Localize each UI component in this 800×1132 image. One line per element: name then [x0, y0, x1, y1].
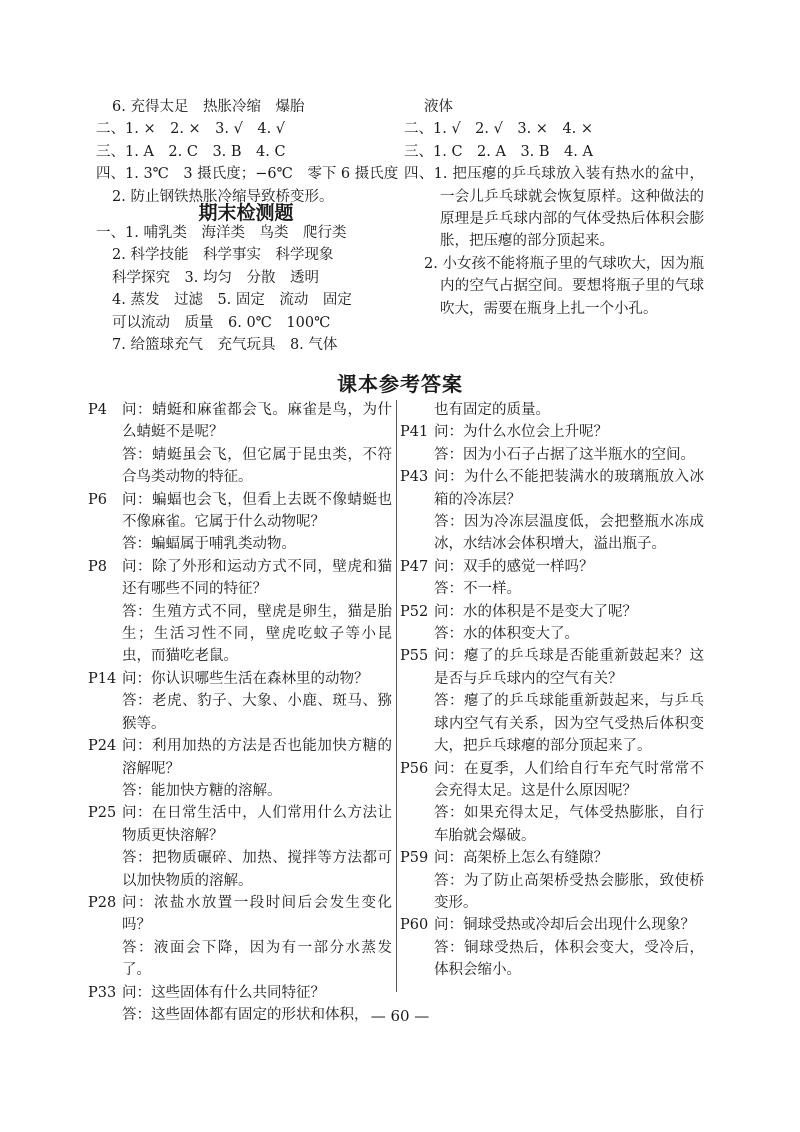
textbook-answers-right [400, 399, 704, 982]
qa-entry [88, 668, 392, 735]
answer: 答：能加快方糖的溶解。 [122, 782, 282, 799]
qa-entry [400, 914, 704, 981]
answer: 答：为了防止高架桥受热会膨胀，致使桥变形。 [434, 872, 704, 911]
answer-line: 四、1. 3℃ 3 摄氏度；−6℃ 零下 6 摄氏度 [96, 166, 399, 183]
page-ref: P28 [88, 894, 117, 911]
question: 问：为什么不能把装满水的玻璃瓶放入冰箱的冷冻层？ [434, 469, 704, 508]
qa-entry [88, 802, 392, 892]
answer-line: 6. 充得太足 热胀冷缩 爆胎 [112, 99, 305, 115]
top-left-answers [96, 96, 399, 208]
column-divider [396, 400, 397, 992]
page-ref: P41 [400, 424, 429, 441]
question: 问：铜球受热或冷却后会出现什么现象？ [434, 917, 695, 934]
exam-answers [96, 222, 396, 356]
answer-line: 2. 科学技能 科学事实 科学现象 [112, 247, 334, 264]
question: 问：这些固体有什么共同特征？ [122, 984, 325, 1001]
page-ref: P60 [400, 917, 429, 934]
answer: 也有固定的质量。 [434, 402, 550, 418]
question: 问：双手的感觉一样吗？ [434, 558, 594, 575]
answer: 答：蜻蜓虽会飞，但它属于昆虫类，不符合鸟类动物的特征。 [122, 446, 392, 486]
page-ref: P33 [88, 984, 117, 1001]
answer-line: 二、1. × 2. × 3. √ 4. √ [96, 121, 286, 138]
qa-entry [400, 847, 704, 914]
page-ref: P24 [88, 738, 117, 755]
question: 问：为什么水位会上升呢？ [434, 424, 608, 441]
answer-paragraph: 四、1. 把压瘪的乒乓球放入装有热水的盆中，一会儿乒乓球就会恢复原样。这种做法的原理是乒乓球内部的气体受热后体积会膨胀，把压瘪的部分顶起来。 [404, 166, 704, 250]
answer-line: 可以流动 质量 6. 0℃ 100℃ [112, 314, 331, 331]
answer: 答：老虎、豹子、大象、小鹿、斑马、猕猴等。 [122, 693, 392, 732]
page-ref: P14 [88, 670, 117, 687]
answer: 答：液面会下降，因为有一部分水蒸发了。 [122, 939, 392, 979]
page-ref: P8 [88, 558, 107, 575]
question: 问：在日常生活中，人们常用什么方法让物质更快溶解？ [122, 805, 392, 844]
answer: 答：瘪了的乒乓球能重新鼓起来，与乒乓球内空气有关系，因为空气受热后体积变大，把乒乓球瘪的部分顶起来了。 [434, 693, 704, 755]
answer-line: 一、1. 哺乳类 海洋类 鸟类 爬行类 [96, 225, 347, 241]
page-ref: P4 [88, 402, 107, 418]
answer-line: 三、1. C 2. A 3. B 4. A [404, 143, 593, 160]
page-ref: P25 [88, 805, 117, 822]
question: 问：除了外形和运动方式不同，壁虎和猫还有哪些不同的特征？ [122, 558, 392, 598]
page-ref: P55 [400, 648, 429, 665]
answer: 答：生殖方式不同，壁虎是卵生，猫是胎生；生活习性不同，壁虎吃蚊子等小昆虫，而猫吃老鼠。 [122, 603, 392, 665]
qa-entry [400, 556, 704, 601]
question: 问：蜻蜓和麻雀都会飞。麻雀是鸟，为什么蜻蜓不是呢？ [122, 402, 392, 441]
textbook-answers-left [88, 399, 392, 1026]
question: 问：水的体积是不是变大了呢？ [434, 603, 637, 620]
question: 问：你认识哪些生活在森林里的动物？ [122, 670, 369, 687]
qa-entry [400, 601, 704, 646]
question: 问：利用加热的方法是否也能加快方糖的溶解呢？ [122, 738, 392, 777]
top-right-answers [404, 96, 704, 320]
qa-entry [400, 645, 704, 757]
answer-line: 科学探究 3. 均匀 分散 透明 [112, 269, 319, 286]
question: 问：浓盐水放置一段时间后会发生变化吗？ [122, 894, 392, 934]
page-ref: P59 [400, 850, 429, 867]
qa-continuation [400, 399, 704, 421]
answer-line: 三、1. A 2. C 3. B 4. C [96, 143, 286, 160]
section-title: 课本参考答案 [337, 372, 463, 396]
page-ref: P43 [400, 469, 429, 486]
answer: 答：蝙蝠属于哺乳类动物。 [122, 536, 296, 553]
answer-line: 2. 防止钢铁热胀冷缩导致桥变形。 [112, 188, 334, 205]
page-ref: P6 [88, 491, 107, 508]
qa-entry [88, 489, 392, 556]
answer: 答：水的体积变大了。 [434, 626, 579, 643]
answer-line: 4. 蒸发 过滤 5. 固定 流动 固定 [112, 292, 352, 309]
answer-line: 液体 [424, 99, 453, 115]
question: 问：瘪了的乒乓球是否能重新鼓起来？这是否与乒乓球内的空气有关？ [434, 648, 704, 687]
question: 问：高架桥上怎么有缝隙？ [434, 850, 608, 867]
page-number: — 60 — [370, 1007, 430, 1025]
answer-line: 二、1. √ 2. √ 3. × 4. × [404, 121, 594, 138]
qa-entry [88, 892, 392, 982]
answer-line: 7. 给篮球充气 充气玩具 8. 气体 [112, 337, 338, 354]
page-ref: P52 [400, 603, 429, 620]
answer: 答：铜球受热后，体积会变大，受冷后，体积会缩小。 [434, 939, 704, 979]
answer: 答：这些固体都有固定的形状和体积， [122, 1006, 369, 1023]
answer: 答：因为冷冻层温度低，会把整瓶水冻成冰，水结冰会体积增大，溢出瓶子。 [434, 514, 704, 553]
question: 问：在夏季，人们给自行车充气时常常不会充得太足。这是什么原因呢？ [434, 760, 704, 799]
answer-paragraph: 2. 小女孩不能将瓶子里的气球吹大，因为瓶内的空气占据空间。要想将瓶子里的气球吹大，需要在瓶身上扎一个小孔。 [424, 255, 704, 317]
qa-entry [88, 735, 392, 802]
qa-entry [400, 466, 704, 556]
page-ref: P47 [400, 558, 429, 575]
answer: 答：把物质碾碎、加热、搅拌等方法都可以加快物质的溶解。 [122, 850, 392, 889]
qa-entry [400, 421, 704, 466]
answer: 答：因为小石子占据了这半瓶水的空间。 [434, 446, 695, 463]
page-ref: P56 [400, 760, 429, 777]
qa-entry [88, 556, 392, 668]
qa-entry [88, 399, 392, 489]
qa-entry [400, 758, 704, 848]
question: 问：蝙蝠也会飞，但看上去既不像蜻蜓也不像麻雀。它属于什么动物呢？ [122, 491, 392, 531]
answer: 答：不一样。 [434, 581, 521, 598]
answer: 答：如果充得太足，气体受热膨胀，自行车胎就会爆破。 [434, 805, 704, 844]
exam-title: 期末检测题 [198, 202, 294, 224]
